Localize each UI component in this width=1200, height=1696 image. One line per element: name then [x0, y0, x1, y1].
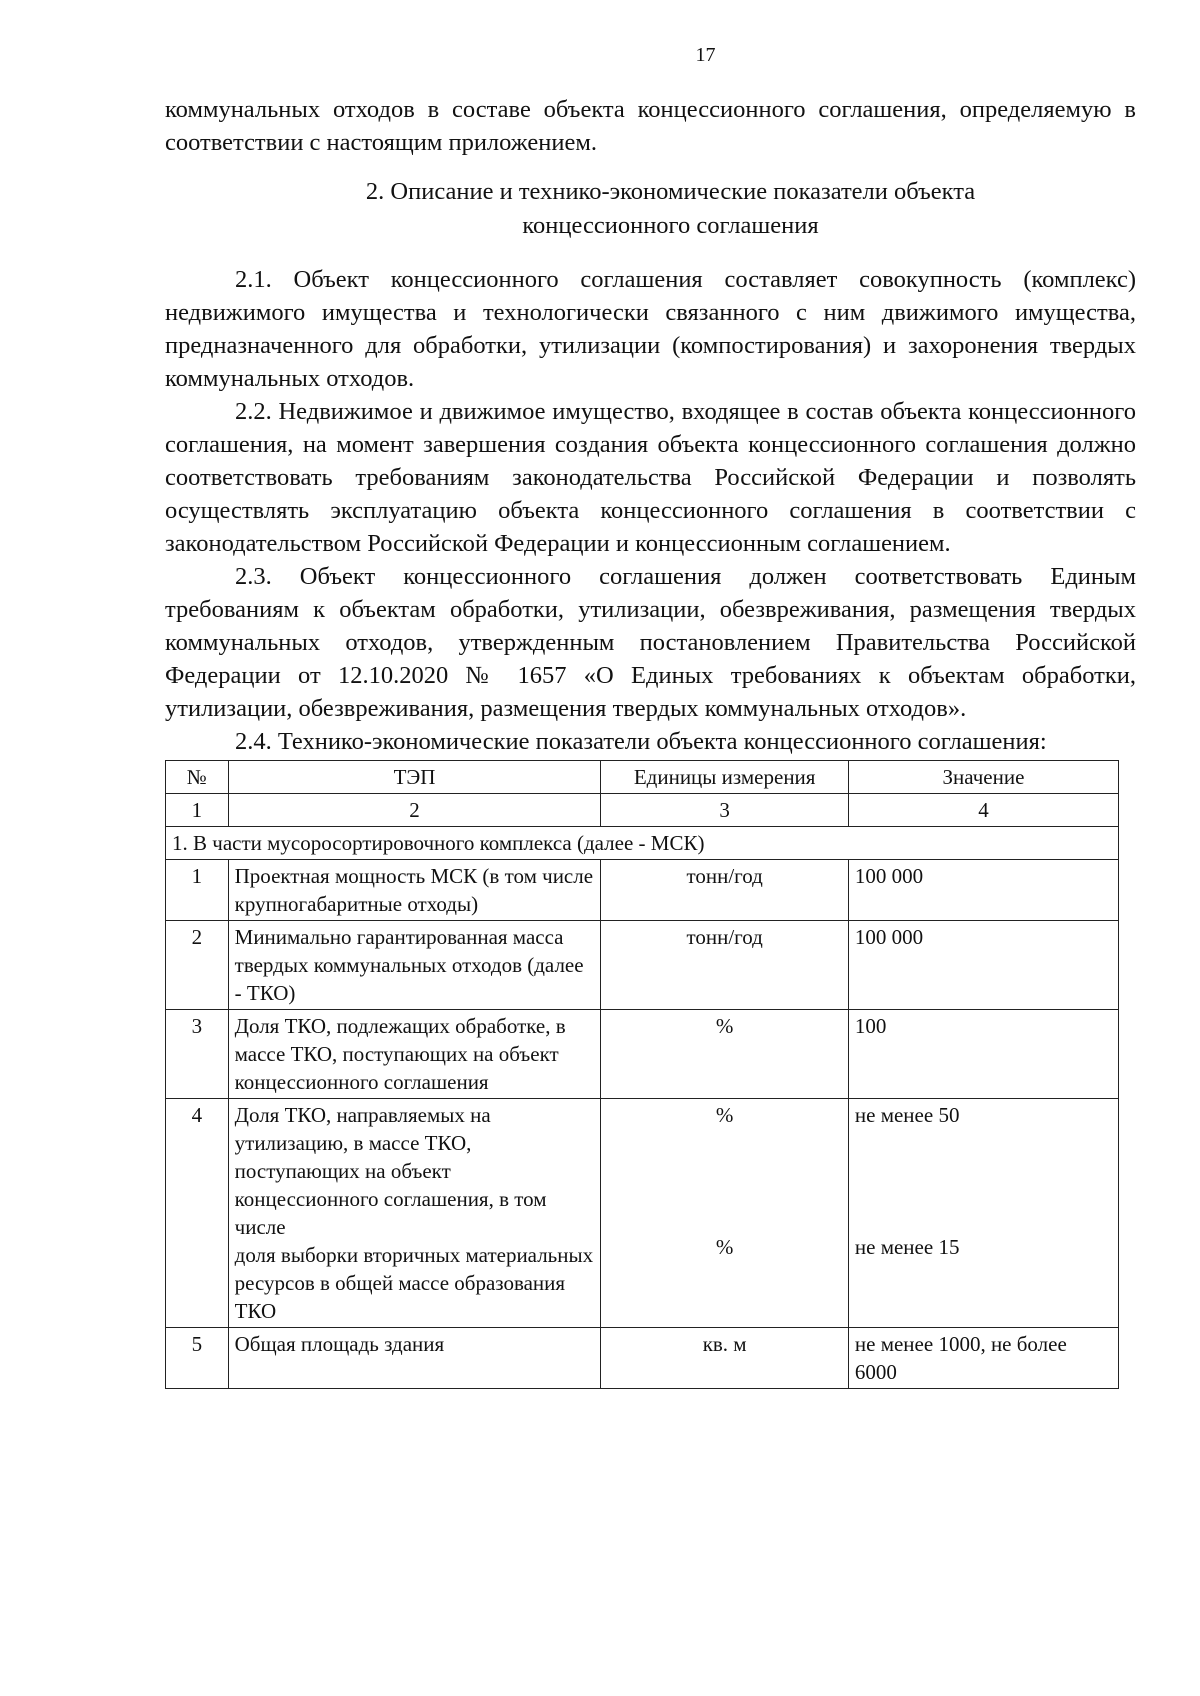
section-title	[165, 175, 1136, 243]
row-value: не менее 50	[854, 1103, 960, 1127]
row-num: 1	[166, 860, 229, 921]
row-sub-value: не менее 15	[854, 1235, 960, 1259]
col-number-3: 3	[601, 794, 848, 827]
row-value: 100 000	[848, 921, 1118, 1010]
table-group-row	[166, 827, 1119, 860]
row-value: 100 000	[848, 860, 1118, 921]
paragraph-2-4: 2.4. Технико-экономические показатели объекта концессионного соглашения:	[235, 728, 1047, 755]
table-header-row	[166, 761, 1119, 794]
row-tep-cell	[228, 1099, 601, 1328]
row-sub-tep: доля выборки вторичных материальных ресурсов в общей массе образования ТКО	[234, 1243, 594, 1323]
header-tep: ТЭП	[228, 761, 601, 794]
page-number: 17	[695, 44, 716, 66]
row-tep: Доля ТКО, направляемых на утилизацию, в массе ТКО, поступающих на объект концессионного соглашения, в том числе	[234, 1103, 547, 1239]
row-num: 2	[166, 921, 229, 1010]
col-number-4: 4	[848, 794, 1118, 827]
tep-table	[165, 760, 1119, 1389]
table-row	[166, 1010, 1119, 1099]
row-unit: %	[715, 1103, 734, 1127]
header-num: №	[166, 761, 229, 794]
row-sub-unit: %	[715, 1235, 734, 1259]
row-unit-cell	[601, 1099, 848, 1328]
row-unit: %	[601, 1010, 848, 1099]
row-tep: Доля ТКО, подлежащих обработке, в массе ТКО, поступающих на объект концессионного соглашения	[228, 1010, 601, 1099]
section-title-line2: концессионного соглашения	[522, 212, 819, 239]
row-value: 100	[848, 1010, 1118, 1099]
paragraph-2-2: 2.2. Недвижимое и движимое имущество, входящее в состав объекта концессионного соглашения, на момент завершения создания объекта концессионного соглашения должно соответствовать требованиям законодательства Российской Федерации и позволять осуществлять эксплуатацию объекта концессионного соглашения в соответствии с законодательством Российской Федерации и концессионным соглашением.	[165, 398, 1136, 557]
row-tep: Общая площадь здания	[228, 1328, 601, 1389]
header-unit: Единицы измерения	[601, 761, 848, 794]
row-num: 3	[166, 1010, 229, 1099]
col-number-2: 2	[228, 794, 601, 827]
section-title-line1: 2. Описание и технико-экономические показатели объекта	[365, 178, 976, 205]
header-value: Значение	[848, 761, 1118, 794]
row-tep: Проектная мощность МСК (в том числе крупногабаритные отходы)	[228, 860, 601, 921]
group-title: 1. В части мусоросортировочного комплекса (далее - МСК)	[166, 827, 1119, 860]
row-unit: тонн/год	[601, 921, 848, 1010]
table-row	[166, 921, 1119, 1010]
paragraph-2-3: 2.3. Объект концессионного соглашения должен соответствовать Единым требованиям к объектам обработки, утилизации, обезвреживания, размещения твердых коммунальных отходов, утвержденным постановлением Правительства Российской Федерации от 12.10.2020 № 1657 «О Единых требованиях к объектам обработки, утилизации, обезвреживания, размещения твердых коммунальных отходов».	[165, 563, 1136, 722]
col-number-1: 1	[166, 794, 229, 827]
row-value: не менее 1000, не более 6000	[848, 1328, 1118, 1389]
row-unit: кв. м	[601, 1328, 848, 1389]
table-row	[166, 1328, 1119, 1389]
row-unit: тонн/год	[601, 860, 848, 921]
row-num: 4	[166, 1099, 229, 1328]
table-row	[166, 1099, 1119, 1328]
paragraph-2-1: 2.1. Объект концессионного соглашения составляет совокупность (комплекс) недвижимого имущества и технологически связанного с ним движимого имущества, предназначенного для обработки, утилизации (компостирования) и захоронения твердых коммунальных отходов.	[165, 266, 1136, 392]
row-value-cell	[848, 1099, 1118, 1328]
row-num: 5	[166, 1328, 229, 1389]
intro-paragraph: коммунальных отходов в составе объекта концессионного соглашения, определяемую в соответствии с настоящим приложением.	[165, 96, 1136, 156]
table-row	[166, 860, 1119, 921]
table-column-numbers-row	[166, 794, 1119, 827]
row-tep: Минимально гарантированная масса твердых коммунальных отходов (далее - ТКО)	[228, 921, 601, 1010]
